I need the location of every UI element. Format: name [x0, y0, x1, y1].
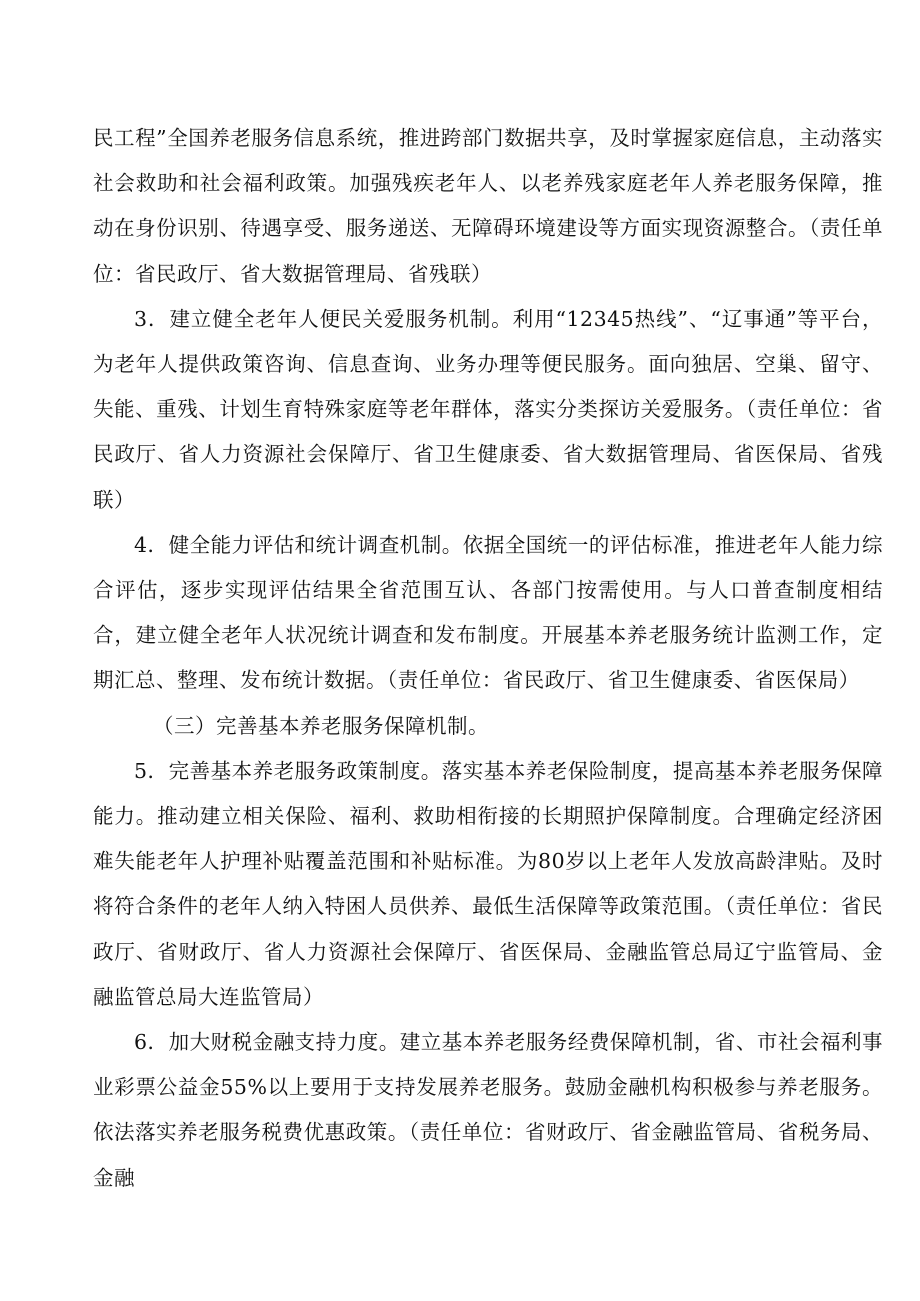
paragraph-item-5-policy: 5．完善基本养老服务政策制度。落实基本养老保险制度，提高基本养老服务保障能力。推动建立相关保险、福利、救助相衔接的长期照护保障制度。合理确定经济困难失能老年人护理补贴覆盖范围和补贴标准。为80岁以上老年人发放高龄津贴。及时将符合条件的老年人纳入特困人员供养、最低生活保障等政策范围。（责任单位：省民政厅、省财政厅、省人力资源社会保障厅、省医保局、金融监管总局辽宁监管局、金融监管总局大连监管局） — [93, 758, 883, 1009]
paragraph-continued-info-system: 民工程”全国养老服务信息系统，推进跨部门数据共享，及时掌握家庭信息，主动落实社会救助和社会福利政策。加强残疾老年人、以老养残家庭老年人养老服务保障，推动在身份识别、待遇享受、服务递送、无障碍环境建设等方面实现资源整合。（责任单位：省民政厅、省大数据管理局、省残联） — [93, 126, 883, 286]
paragraph-item-4-assessment: 4．健全能力评估和统计调查机制。依据全国统一的评估标准，推进老年人能力综合评估，逐步实现评估结果全省范围互认、各部门按需使用。与人口普查制度相结合，建立健全老年人状况统计调查和发布制度。开展基本养老服务统计监测工作，定期汇总、整理、发布统计数据。（责任单位：省民政厅、省卫生健康委、省医保局） — [93, 532, 883, 693]
paragraph-item-3-care-services: 3．建立健全老年人便民关爱服务机制。利用“12345热线”、“辽事通”等平台，为老年人提供政策咨询、信息查询、业务办理等便民服务。面向独居、空巢、留守、失能、重残、计划生育特殊家庭等老年群体，落实分类探访关爱服务。（责任单位：省民政厅、省人力资源社会保障厅、省卫生健康委、省大数据管理局、省医保局、省残联） — [93, 306, 883, 512]
document-body — [93, 116, 883, 1201]
paragraph-item-6-finance: 6．加大财税金融支持力度。建立基本养老服务经费保障机制，省、市社会福利事业彩票公益金55%以上要用于支持发展养老服务。鼓励金融机构积极参与养老服务。依法落实养老服务税费优惠政策。（责任单位：省财政厅、省金融监管局、省税务局、金融 — [93, 1030, 883, 1190]
section-heading-3: （三）完善基本养老服务保障机制。 — [153, 713, 489, 738]
